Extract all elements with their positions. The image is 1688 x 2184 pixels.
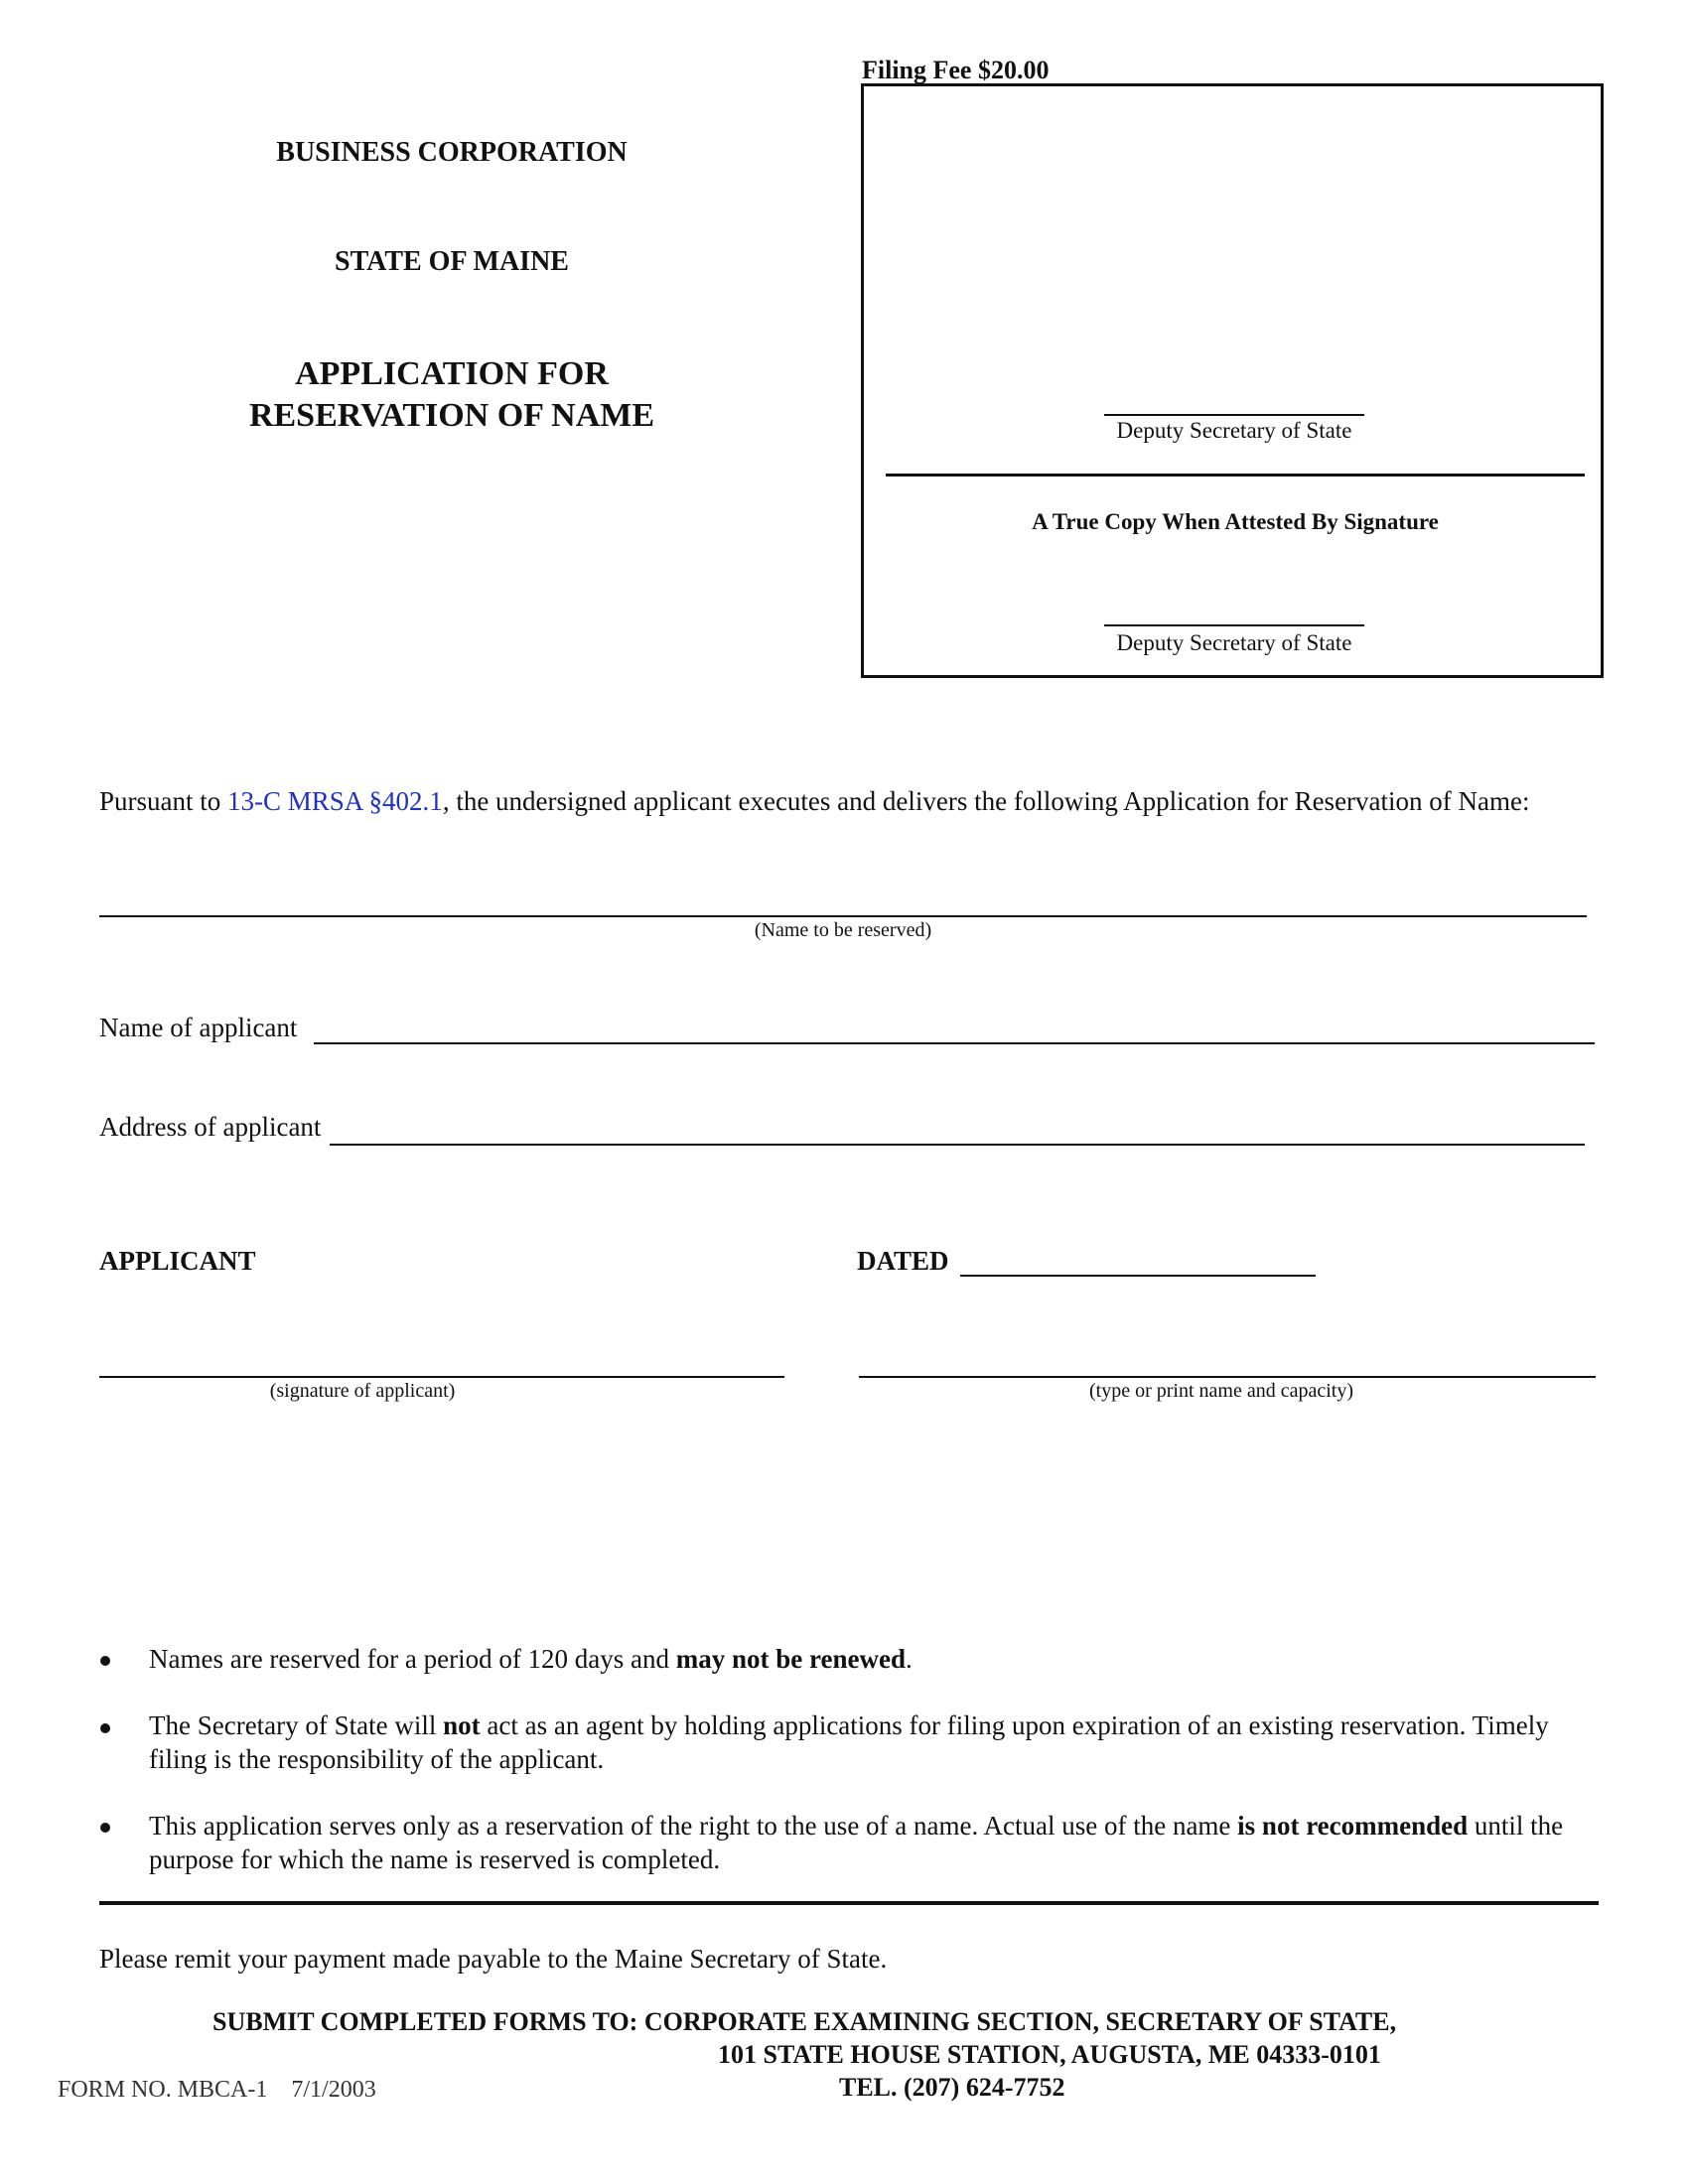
applicant-signature-field[interactable]	[99, 1376, 784, 1378]
name-of-applicant-label: Name of applicant	[99, 1013, 298, 1042]
note-item: The Secretary of State will not act as an agent by holding applications for filing upon expiration of an existing reservation. Timely filing is the responsibility of the applicant.	[149, 1710, 1549, 1774]
form-title-line-2: RESERVATION OF NAME	[248, 397, 655, 434]
submit-line-3: TEL. (207) 624-7752	[839, 2073, 1065, 2102]
form-revision-date: 7/1/2003	[291, 2077, 376, 2103]
filing-fee: Filing Fee $20.00	[862, 56, 1050, 84]
entity-type-heading: BUSINESS CORPORATION	[276, 137, 628, 168]
form-title-line-1: APPLICATION FOR	[295, 355, 609, 392]
submit-line-1: SUBMIT COMPLETED FORMS TO: CORPORATE EXAMINING SECTION, SECRETARY OF STATE,	[212, 2007, 1397, 2036]
deputy-signature-line-2	[1104, 624, 1364, 626]
print-name-capacity-field[interactable]	[859, 1376, 1596, 1378]
attest-text: A True Copy When Attested By Signature	[1032, 509, 1439, 534]
name-to-reserve-field[interactable]	[99, 915, 1587, 917]
form-title	[199, 353, 705, 437]
print-name-caption: (type or print name and capacity)	[1089, 1380, 1353, 1402]
note-item: Names are reserved for a period of 120 days and may not be renewed.	[149, 1644, 913, 1674]
payment-note: Please remit your payment made payable to the Maine Secretary of State.	[99, 1944, 888, 1974]
intro-statement	[99, 786, 1609, 817]
signature-caption: (signature of applicant)	[269, 1380, 456, 1402]
office-use-box	[861, 83, 1604, 678]
intro-suffix: , the undersigned applicant executes and delivers the following Application for Reservation of Name:	[442, 786, 1530, 816]
office-box-divider	[886, 474, 1585, 477]
statute-link[interactable]: 13-C MRSA §402.1	[227, 786, 443, 816]
deputy-signature-line-1	[1104, 414, 1364, 416]
address-of-applicant-label: Address of applicant	[99, 1112, 322, 1142]
bullet-icon	[100, 1656, 110, 1666]
name-to-reserve-caption: (Name to be reserved)	[754, 919, 932, 941]
dated-label: DATED	[857, 1246, 949, 1276]
name-of-applicant-field[interactable]	[314, 1042, 1595, 1044]
applicant-heading: APPLICANT	[99, 1246, 256, 1276]
form-number	[58, 2077, 376, 2104]
intro-prefix: Pursuant to	[99, 786, 228, 816]
footer-divider	[99, 1901, 1599, 1905]
bullet-icon	[100, 1723, 110, 1733]
address-of-applicant-field[interactable]	[330, 1144, 1585, 1146]
submit-line-2: 101 STATE HOUSE STATION, AUGUSTA, ME 04333-0101	[718, 2040, 1381, 2069]
deputy-caption-1: Deputy Secretary of State	[1116, 418, 1352, 443]
deputy-caption-2: Deputy Secretary of State	[1116, 630, 1352, 655]
note-item: This application serves only as a reservation of the right to the use of a name. Actual use of the name is not recommended until the purpose for which the name is reserved is completed.	[149, 1811, 1564, 1874]
bullet-icon	[100, 1823, 110, 1833]
form-number-code: FORM NO. MBCA-1	[58, 2077, 268, 2103]
state-heading: STATE OF MAINE	[335, 246, 569, 277]
dated-field[interactable]	[960, 1275, 1316, 1277]
